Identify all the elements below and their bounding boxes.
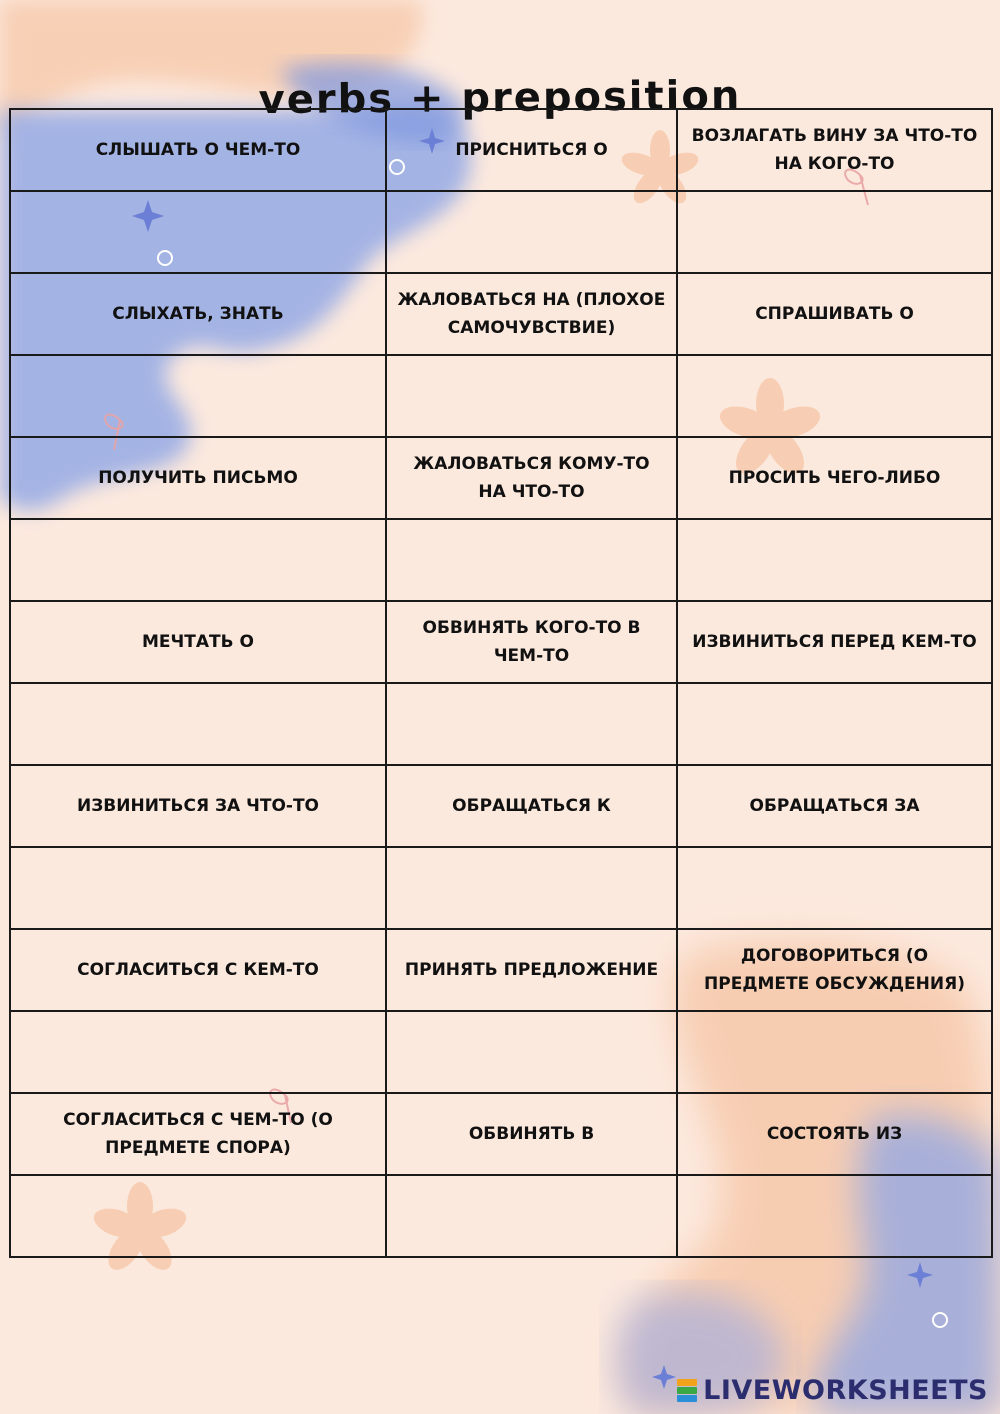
answer-cell[interactable] [386,355,677,437]
answer-cell[interactable] [10,1175,386,1257]
answer-cell[interactable] [10,1011,386,1093]
verb-phrase-cell: ОБВИНЯТЬ КОГО-ТО В ЧЕМ-ТО [386,601,677,683]
verb-phrase-cell: ИЗВИНИТЬСЯ ЗА ЧТО-ТО [10,765,386,847]
answer-cell[interactable] [677,191,992,273]
verb-phrase-cell: СОГЛАСИТЬСЯ С ЧЕМ-ТО (О ПРЕДМЕТЕ СПОРА) [10,1093,386,1175]
page-title: verbs + preposition [258,72,742,123]
answer-cell[interactable] [386,847,677,929]
verb-phrase-cell: ОБВИНЯТЬ В [386,1093,677,1175]
answer-row [10,683,992,765]
verb-phrase-cell: ЖАЛОВАТЬСЯ НА (ПЛОХОЕ САМОЧУВСТВИЕ) [386,273,677,355]
answer-row [10,847,992,929]
answer-row [10,1011,992,1093]
answer-row [10,1175,992,1257]
answer-cell[interactable] [386,519,677,601]
liveworksheets-logo-icon [677,1379,697,1403]
answer-cell[interactable] [677,1011,992,1093]
verb-phrase-cell: ПРИСНИТЬСЯ О [386,109,677,191]
verbs-table-body [10,109,992,1257]
verb-phrase-cell: ПРОСИТЬ ЧЕГО-ЛИБО [677,437,992,519]
verb-phrase-cell: ОБРАЩАТЬСЯ ЗА [677,765,992,847]
prompt-row [10,109,992,191]
verb-phrase-cell: СОГЛАСИТЬСЯ С КЕМ-ТО [10,929,386,1011]
answer-cell[interactable] [10,191,386,273]
prompt-row [10,273,992,355]
verb-phrase-cell: СЛЫШАТЬ О ЧЕМ-ТО [10,109,386,191]
answer-cell[interactable] [10,683,386,765]
answer-cell[interactable] [10,519,386,601]
answer-cell[interactable] [677,847,992,929]
answer-cell[interactable] [386,683,677,765]
verb-phrase-cell: ПРИНЯТЬ ПРЕДЛОЖЕНИЕ [386,929,677,1011]
answer-row [10,191,992,273]
verb-phrase-cell: СОСТОЯТЬ ИЗ [677,1093,992,1175]
verb-phrase-cell: ЖАЛОВАТЬСЯ КОМУ-ТО НА ЧТО-ТО [386,437,677,519]
verb-phrase-cell: ОБРАЩАТЬСЯ К [386,765,677,847]
answer-row [10,519,992,601]
answer-cell[interactable] [677,1175,992,1257]
answer-cell[interactable] [386,191,677,273]
verb-phrase-cell: СЛЫХАТЬ, ЗНАТЬ [10,273,386,355]
answer-cell[interactable] [677,683,992,765]
liveworksheets-logo [677,1375,988,1406]
answer-cell[interactable] [386,1175,677,1257]
brand-name: LIVEWORKSHEETS [703,1375,988,1406]
prompt-row [10,1093,992,1175]
prompt-row [10,929,992,1011]
prompt-row [10,437,992,519]
verb-phrase-cell: ДОГОВОРИТЬСЯ (О ПРЕДМЕТЕ ОБСУЖДЕНИЯ) [677,929,992,1011]
prompt-row [10,765,992,847]
verbs-table [9,108,993,1258]
answer-cell[interactable] [677,355,992,437]
answer-row [10,355,992,437]
verb-phrase-cell: МЕЧТАТЬ О [10,601,386,683]
verb-phrase-cell: ВОЗЛАГАТЬ ВИНУ ЗА ЧТО-ТО НА КОГО-ТО [677,109,992,191]
answer-cell[interactable] [10,847,386,929]
answer-cell[interactable] [10,355,386,437]
answer-cell[interactable] [386,1011,677,1093]
verb-phrase-cell: ПОЛУЧИТЬ ПИСЬМО [10,437,386,519]
verb-phrase-cell: ИЗВИНИТЬСЯ ПЕРЕД КЕМ-ТО [677,601,992,683]
verb-phrase-cell: СПРАШИВАТЬ О [677,273,992,355]
prompt-row [10,601,992,683]
answer-cell[interactable] [677,519,992,601]
